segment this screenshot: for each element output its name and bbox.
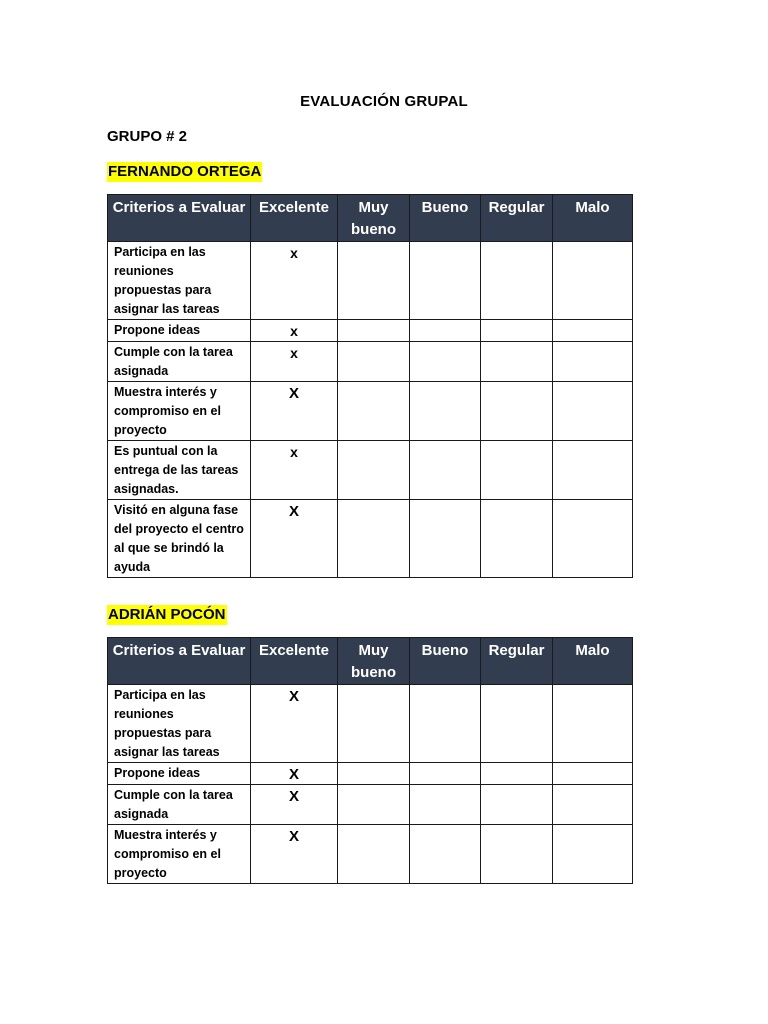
- column-header-excelente: Excelente: [251, 638, 338, 685]
- criterion-cell: Es puntual con la entrega de las tareas asignadas.: [108, 441, 251, 500]
- malo-cell: [553, 242, 633, 320]
- malo-cell: [553, 382, 633, 441]
- muy-bueno-cell: [338, 342, 410, 382]
- column-header-criterios: Criterios a Evaluar: [108, 195, 251, 242]
- bueno-cell: [410, 500, 481, 578]
- muy-bueno-cell: [338, 320, 410, 342]
- criterion-cell: Muestra interés y compromiso en el proyecto: [108, 382, 251, 441]
- malo-cell: [553, 500, 633, 578]
- malo-cell: [553, 320, 633, 342]
- criterion-cell: Cumple con la tarea asignada: [108, 785, 251, 825]
- excelente-cell: X: [251, 825, 338, 884]
- regular-cell: [481, 441, 553, 500]
- muy-bueno-cell: [338, 785, 410, 825]
- muy-bueno-cell: [338, 242, 410, 320]
- excelente-cell: x: [251, 441, 338, 500]
- malo-cell: [553, 785, 633, 825]
- regular-cell: [481, 500, 553, 578]
- regular-cell: [481, 242, 553, 320]
- regular-cell: [481, 785, 553, 825]
- column-header-muy-bueno: Muy bueno: [338, 195, 410, 242]
- column-header-regular: Regular: [481, 638, 553, 685]
- bueno-cell: [410, 242, 481, 320]
- evaluation-table: [107, 194, 633, 578]
- table-row: [108, 242, 633, 320]
- criterion-cell: Visitó en alguna fase del proyecto el centro al que se brindó la ayuda: [108, 500, 251, 578]
- column-header-malo: Malo: [553, 195, 633, 242]
- regular-cell: [481, 685, 553, 763]
- person-name: FERNANDO ORTEGA: [108, 163, 262, 180]
- malo-cell: [553, 441, 633, 500]
- excelente-cell: X: [251, 500, 338, 578]
- column-header-criterios: Criterios a Evaluar: [108, 638, 251, 685]
- table-row: [108, 825, 633, 884]
- table-row: [108, 763, 633, 785]
- group-label: GRUPO # 2: [107, 128, 188, 145]
- excelente-cell: x: [251, 342, 338, 382]
- document-title: EVALUACIÓN GRUPAL: [300, 93, 468, 110]
- muy-bueno-cell: [338, 441, 410, 500]
- bueno-cell: [410, 685, 481, 763]
- muy-bueno-cell: [338, 500, 410, 578]
- muy-bueno-cell: [338, 763, 410, 785]
- column-header-bueno: Bueno: [410, 638, 481, 685]
- muy-bueno-cell: [338, 382, 410, 441]
- person-name: ADRIÁN POCÓN: [108, 606, 226, 623]
- bueno-cell: [410, 763, 481, 785]
- excelente-cell: X: [251, 382, 338, 441]
- regular-cell: [481, 382, 553, 441]
- malo-cell: [553, 825, 633, 884]
- column-header-regular: Regular: [481, 195, 553, 242]
- muy-bueno-cell: [338, 825, 410, 884]
- regular-cell: [481, 320, 553, 342]
- criterion-cell: Participa en las reuniones propuestas para asignar las tareas: [108, 242, 251, 320]
- excelente-cell: X: [251, 785, 338, 825]
- table-row: [108, 785, 633, 825]
- excelente-cell: x: [251, 320, 338, 342]
- column-header-bueno: Bueno: [410, 195, 481, 242]
- table-row: [108, 500, 633, 578]
- bueno-cell: [410, 342, 481, 382]
- column-header-excelente: Excelente: [251, 195, 338, 242]
- column-header-malo: Malo: [553, 638, 633, 685]
- bueno-cell: [410, 382, 481, 441]
- criterion-cell: Propone ideas: [108, 320, 251, 342]
- regular-cell: [481, 342, 553, 382]
- table-row: [108, 382, 633, 441]
- criterion-cell: Propone ideas: [108, 763, 251, 785]
- table-row: [108, 441, 633, 500]
- evaluation-table: [107, 637, 633, 884]
- column-header-muy-bueno: Muy bueno: [338, 638, 410, 685]
- bueno-cell: [410, 825, 481, 884]
- muy-bueno-cell: [338, 685, 410, 763]
- malo-cell: [553, 342, 633, 382]
- regular-cell: [481, 825, 553, 884]
- excelente-cell: X: [251, 685, 338, 763]
- excelente-cell: X: [251, 763, 338, 785]
- criterion-cell: Muestra interés y compromiso en el proyecto: [108, 825, 251, 884]
- table-row: [108, 342, 633, 382]
- table-row: [108, 685, 633, 763]
- regular-cell: [481, 763, 553, 785]
- table-row: [108, 320, 633, 342]
- bueno-cell: [410, 320, 481, 342]
- malo-cell: [553, 763, 633, 785]
- bueno-cell: [410, 785, 481, 825]
- malo-cell: [553, 685, 633, 763]
- criterion-cell: Participa en las reuniones propuestas para asignar las tareas: [108, 685, 251, 763]
- bueno-cell: [410, 441, 481, 500]
- criterion-cell: Cumple con la tarea asignada: [108, 342, 251, 382]
- excelente-cell: x: [251, 242, 338, 320]
